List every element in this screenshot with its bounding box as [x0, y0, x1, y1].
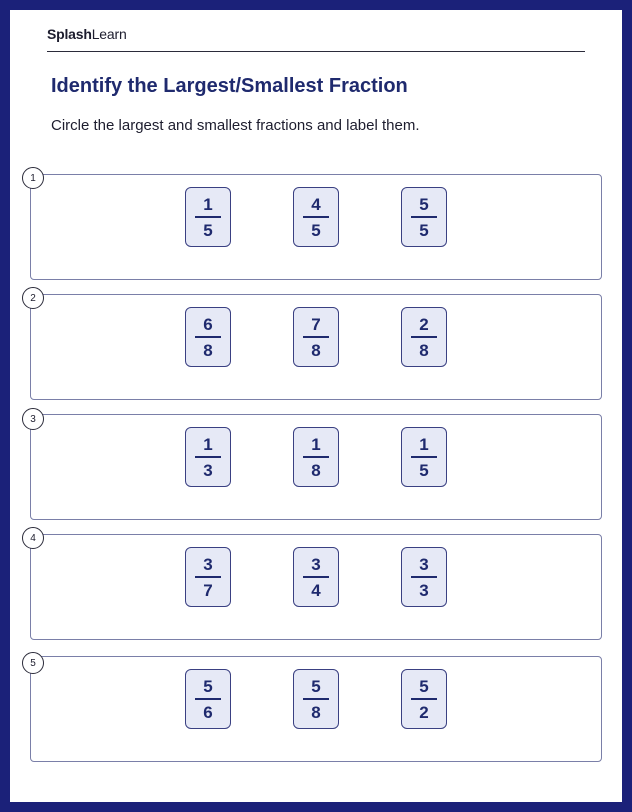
fraction-card[interactable] — [293, 547, 339, 607]
fraction-bar — [195, 216, 221, 218]
numerator: 5 — [203, 676, 213, 696]
fraction-bar — [411, 216, 437, 218]
question-number-2: 2 — [22, 287, 44, 309]
fraction-card[interactable] — [293, 307, 339, 367]
fraction-card[interactable] — [293, 669, 339, 729]
denominator: 5 — [419, 460, 429, 480]
numerator: 1 — [203, 194, 213, 214]
numerator: 1 — [419, 434, 429, 454]
fraction-card[interactable] — [185, 547, 231, 607]
numerator: 7 — [311, 314, 321, 334]
question-number-1: 1 — [22, 167, 44, 189]
denominator: 8 — [311, 340, 321, 360]
numerator: 3 — [419, 554, 429, 574]
numerator: 3 — [311, 554, 321, 574]
fraction-bar — [303, 216, 329, 218]
denominator: 2 — [419, 702, 429, 722]
numerator: 2 — [419, 314, 429, 334]
denominator: 5 — [203, 220, 213, 240]
denominator: 4 — [311, 580, 321, 600]
fraction-bar — [303, 698, 329, 700]
fraction-card[interactable] — [401, 307, 447, 367]
numerator: 5 — [311, 676, 321, 696]
fraction-card[interactable] — [185, 187, 231, 247]
question-box-5 — [30, 656, 602, 762]
fraction-bar — [303, 336, 329, 338]
fraction-bar — [303, 456, 329, 458]
question-box-1 — [30, 174, 602, 280]
fraction-bar — [195, 456, 221, 458]
denominator: 7 — [203, 580, 213, 600]
denominator: 8 — [419, 340, 429, 360]
numerator: 5 — [419, 194, 429, 214]
numerator: 6 — [203, 314, 213, 334]
fraction-bar — [195, 336, 221, 338]
numerator: 3 — [203, 554, 213, 574]
fraction-card[interactable] — [401, 669, 447, 729]
fraction-bar — [411, 576, 437, 578]
denominator: 3 — [419, 580, 429, 600]
fraction-card[interactable] — [185, 307, 231, 367]
worksheet-page — [10, 10, 622, 802]
question-box-4 — [30, 534, 602, 640]
denominator: 6 — [203, 702, 213, 722]
denominator: 5 — [419, 220, 429, 240]
fraction-card[interactable] — [401, 427, 447, 487]
question-number-3: 3 — [22, 408, 44, 430]
fraction-bar — [195, 576, 221, 578]
fraction-card[interactable] — [293, 187, 339, 247]
numerator: 5 — [419, 676, 429, 696]
denominator: 8 — [311, 460, 321, 480]
header-divider — [47, 51, 585, 52]
question-box-2 — [30, 294, 602, 400]
fraction-card[interactable] — [401, 187, 447, 247]
fraction-card[interactable] — [401, 547, 447, 607]
fraction-card[interactable] — [185, 427, 231, 487]
denominator: 8 — [203, 340, 213, 360]
question-number-5: 5 — [22, 652, 44, 674]
page-title: Identify the Largest/Smallest Fraction — [51, 75, 408, 97]
numerator: 1 — [203, 434, 213, 454]
denominator: 5 — [311, 220, 321, 240]
fraction-bar — [303, 576, 329, 578]
instructions: Circle the largest and smallest fractions and label them. — [51, 117, 420, 134]
brand-logo: SplashLearn — [47, 26, 127, 42]
question-number-4: 4 — [22, 527, 44, 549]
fraction-bar — [411, 336, 437, 338]
denominator: 8 — [311, 702, 321, 722]
fraction-bar — [411, 456, 437, 458]
fraction-bar — [411, 698, 437, 700]
numerator: 4 — [311, 194, 321, 214]
fraction-card[interactable] — [293, 427, 339, 487]
question-box-3 — [30, 414, 602, 520]
fraction-bar — [195, 698, 221, 700]
numerator: 1 — [311, 434, 321, 454]
denominator: 3 — [203, 460, 213, 480]
fraction-card[interactable] — [185, 669, 231, 729]
